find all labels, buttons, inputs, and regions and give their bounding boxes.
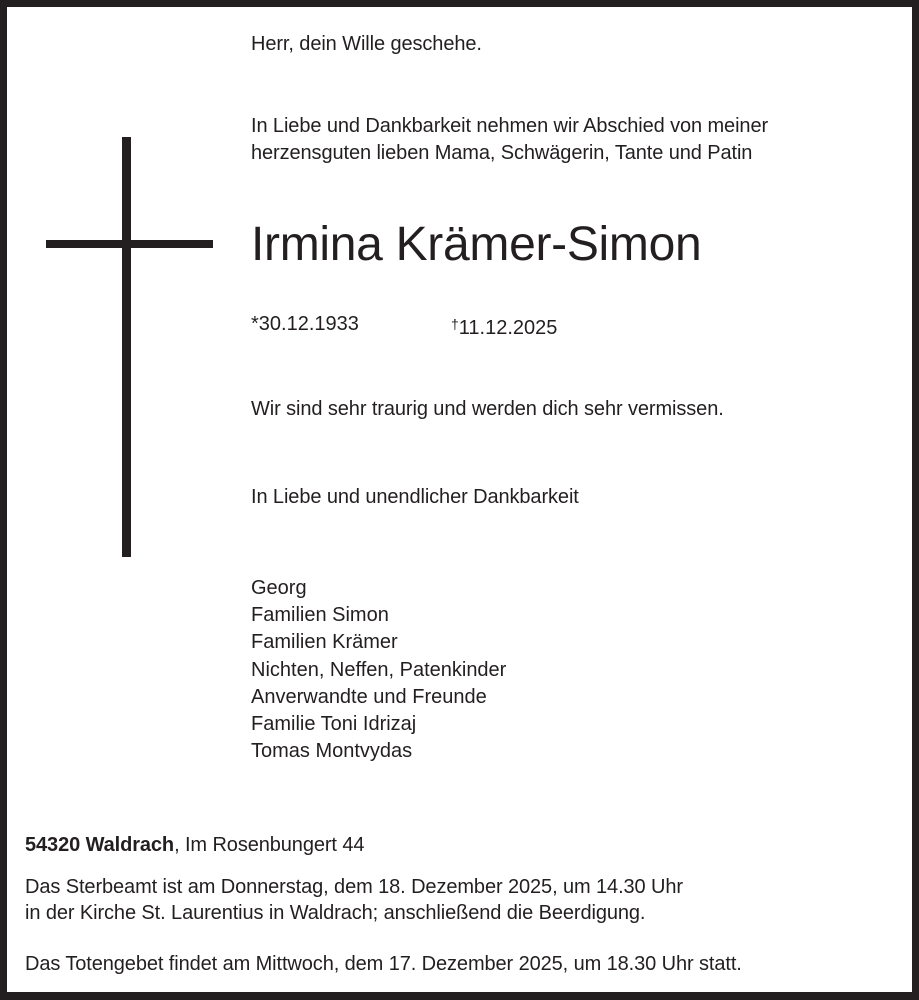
dagger-icon: † bbox=[451, 316, 459, 332]
funeral-info-line-1: Das Sterbeamt ist am Donnerstag, dem 18. Dezember 2025, um 14.30 Uhr bbox=[25, 876, 683, 898]
mourner: Familie Toni Idrizaj bbox=[251, 713, 417, 736]
verse: Herr, dein Wille geschehe. bbox=[251, 33, 482, 55]
mourner: Nichten, Neffen, Patenkinder bbox=[251, 658, 507, 681]
closing-line: In Liebe und unendlicher Dankbarkeit bbox=[251, 486, 579, 508]
cross-horizontal-bar bbox=[46, 240, 213, 248]
obituary-card bbox=[7, 7, 912, 992]
intro-line-1: In Liebe und Dankbarkeit nehmen wir Abschied von meiner bbox=[251, 115, 769, 137]
cross-vertical-bar bbox=[122, 137, 131, 557]
intro-line-2: herzensguten lieben Mama, Schwägerin, Tante und Patin bbox=[251, 142, 753, 164]
mourner: Anverwandte und Freunde bbox=[251, 685, 487, 708]
mourner: Tomas Montvydas bbox=[251, 740, 413, 763]
address-city: 54320 Waldrach bbox=[25, 834, 175, 856]
message: Wir sind sehr traurig und werden dich sehr vermissen. bbox=[251, 398, 724, 420]
mourner: Familien Krämer bbox=[251, 631, 398, 654]
funeral-info-line-2: in der Kirche St. Laurentius in Waldrach; anschließend die Beerdigung. bbox=[25, 902, 646, 924]
death-date: †11.12.2025 bbox=[451, 316, 558, 339]
mourner: Familien Simon bbox=[251, 604, 389, 627]
address-street: , Im Rosenbungert 44 bbox=[174, 834, 365, 856]
address bbox=[25, 832, 364, 858]
deceased-name: Irmina Krämer-Simon bbox=[251, 218, 702, 271]
prayer-info: Das Totengebet findet am Mittwoch, dem 17. Dezember 2025, um 18.30 Uhr statt. bbox=[25, 953, 742, 975]
birth-date: *30.12.1933 bbox=[251, 313, 359, 335]
mourners-list bbox=[251, 575, 506, 765]
birth-symbol: * bbox=[251, 313, 259, 335]
mourner: Georg bbox=[251, 577, 307, 599]
